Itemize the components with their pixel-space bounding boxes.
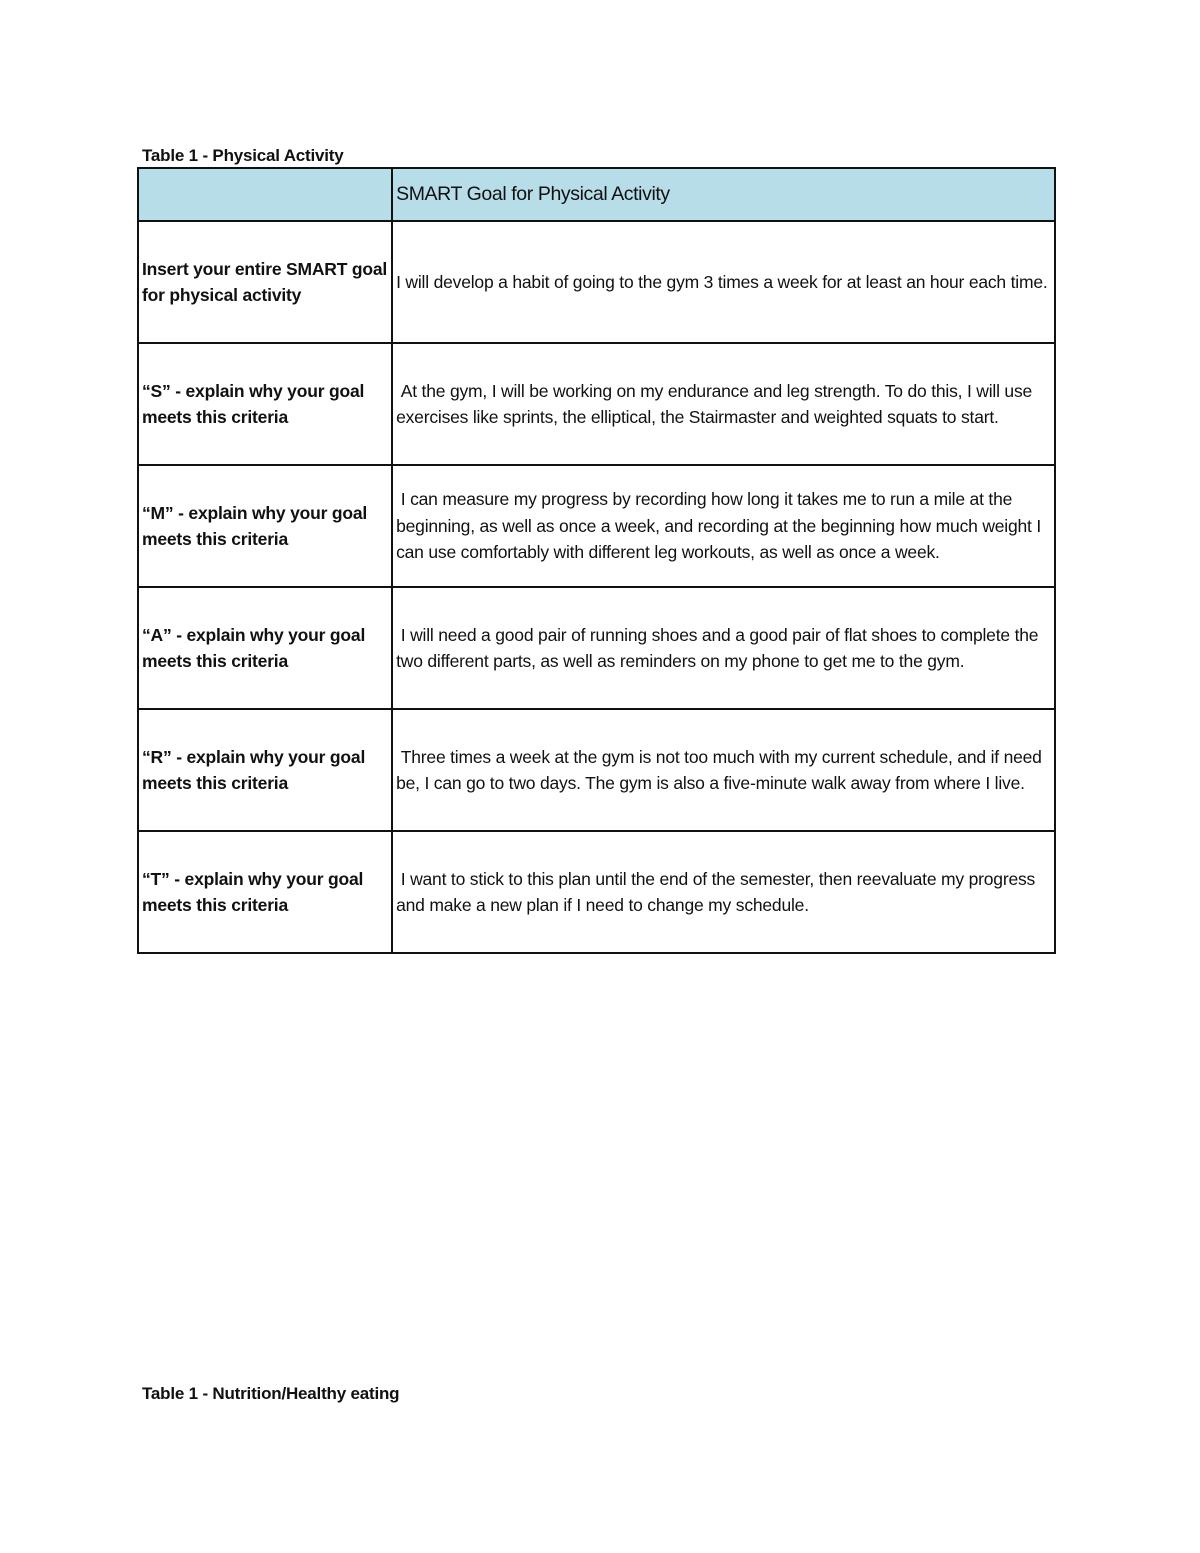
table-row [138, 343, 1055, 465]
row-answer-smart-goal: I will develop a habit of going to the gym 3 times a week for at least an hour each time. [392, 221, 1055, 343]
row-label-relevant: “R” - explain why your goal meets this criteria [138, 709, 392, 831]
smart-goal-table [137, 167, 1056, 954]
table-row [138, 831, 1055, 953]
table-header-title: SMART Goal for Physical Activity [396, 183, 670, 206]
row-answer-measurable: I can measure my progress by recording how long it takes me to run a mile at the beginning, as well as once a week, and recording at the beginning how much weight I can use comfortably with different leg workouts, as well as once a week. [392, 465, 1055, 587]
table-row [138, 221, 1055, 343]
row-answer-relevant: Three times a week at the gym is not too much with my current schedule, and if need be, I can go to two days. The gym is also a five-minute walk away from where I live. [392, 709, 1055, 831]
row-answer-time-bound: I want to stick to this plan until the end of the semester, then reevaluate my progress and make a new plan if I need to change my schedule. [392, 831, 1055, 953]
row-label-time-bound: “T” - explain why your goal meets this criteria [138, 831, 392, 953]
header-title-cell [392, 168, 1055, 221]
table-header-row [138, 168, 1055, 221]
header-label-cell [138, 168, 392, 221]
table-row [138, 709, 1055, 831]
table-caption-physical-activity: Table 1 - Physical Activity [142, 146, 344, 165]
table-caption-nutrition: Table 1 - Nutrition/Healthy eating [142, 1384, 400, 1403]
table-row [138, 587, 1055, 709]
row-answer-specific: At the gym, I will be working on my endurance and leg strength. To do this, I will use exercises like sprints, the elliptical, the Stairmaster and weighted squats to start. [392, 343, 1055, 465]
row-label-measurable: “M” - explain why your goal meets this criteria [138, 465, 392, 587]
table-row [138, 465, 1055, 587]
row-label-specific: “S” - explain why your goal meets this criteria [138, 343, 392, 465]
row-label-achievable: “A” - explain why your goal meets this criteria [138, 587, 392, 709]
row-answer-achievable: I will need a good pair of running shoes and a good pair of flat shoes to complete the two different parts, as well as reminders on my phone to get me to the gym. [392, 587, 1055, 709]
row-label-smart-goal: Insert your entire SMART goal for physical activity [138, 221, 392, 343]
